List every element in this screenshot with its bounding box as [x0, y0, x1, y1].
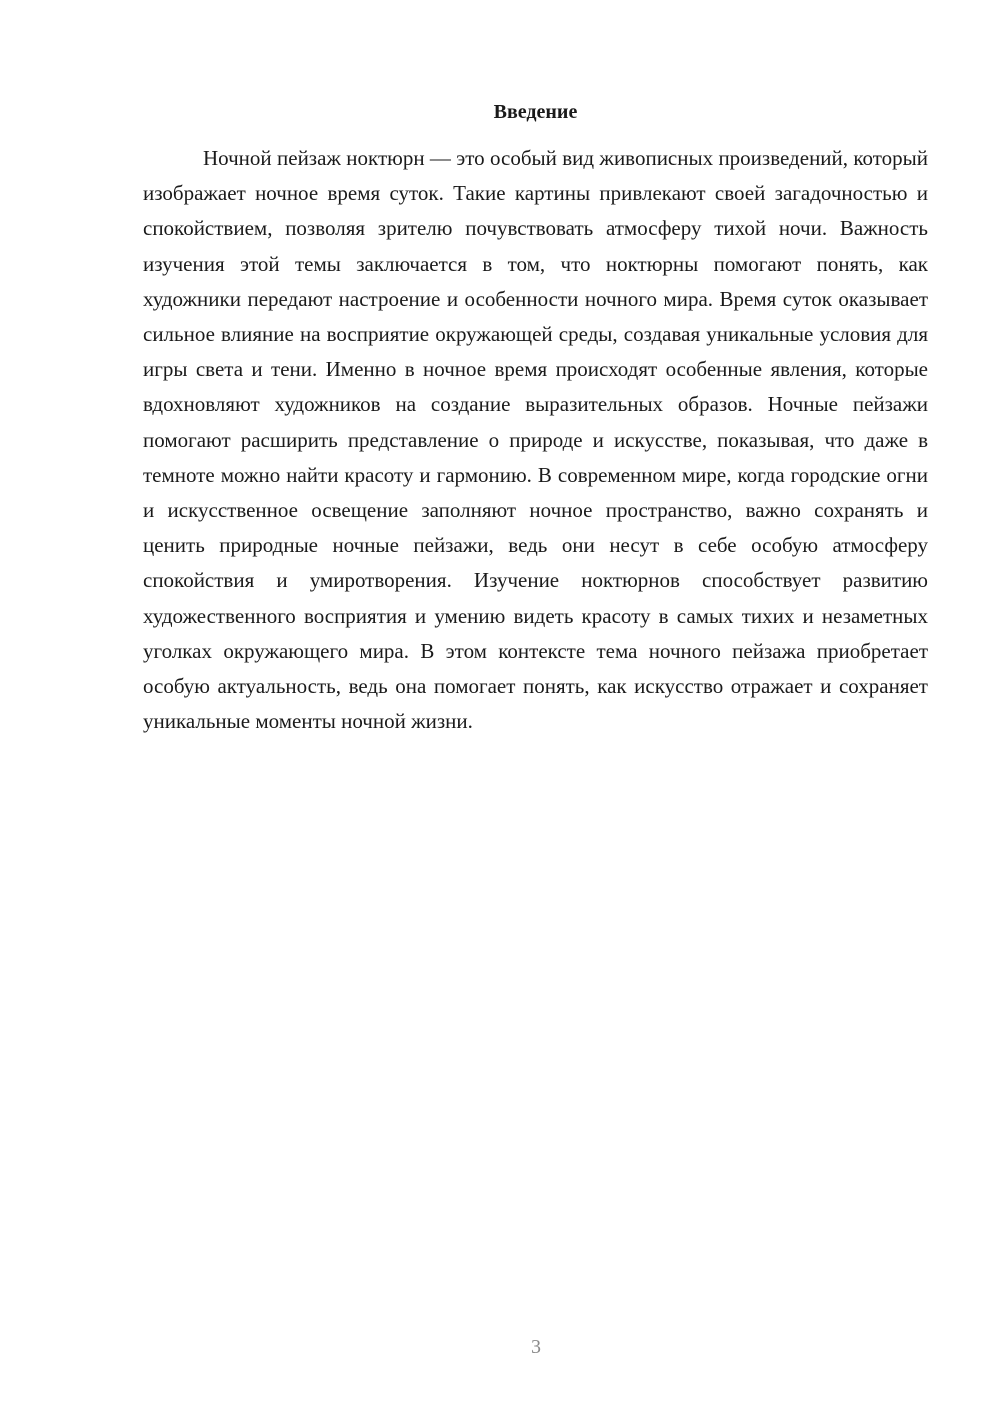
page-number: 3: [531, 1336, 541, 1358]
section-heading: Введение: [493, 101, 578, 123]
body-paragraph: Ночной пейзаж ноктюрн — это особый вид живописных произведений, который изображает ночное время суток. Такие картины привлекают своей загадочностью и спокойствием, позволяя зрителю почувствовать атмосферу тихой ночи. Важность изучения этой темы заключается в том, что ноктюрны помогают понять, как художники передают настроение и особенности ночного мира. Время суток оказывает сильное влияние на восприятие окружающей среды, создавая уникальные условия для игры света и тени. Именно в ночное время происходят особенные явления, которые вдохновляют художников на создание выразительных образов. Ночные пейзажи помогают расширить представление о природе и искусстве, показывая, что даже в темноте можно найти красоту и гармонию. В современном мире, когда городские огни и искусственное освещение заполняют ночное пространство, важно сохранять и ценить природные ночные пейзажи, ведь они несут в себе особую атмосферу спокойствия и умиротворения. Изучение ноктюрнов способствует развитию художественного восприятия и умению видеть красоту в самых тихих и незаметных уголках окружающего мира. В этом контексте тема ночного пейзажа приобретает особую актуальность, ведь она помогает понять, как искусство отражает и сохраняет уникальные моменты ночной жизни.: [143, 146, 928, 734]
